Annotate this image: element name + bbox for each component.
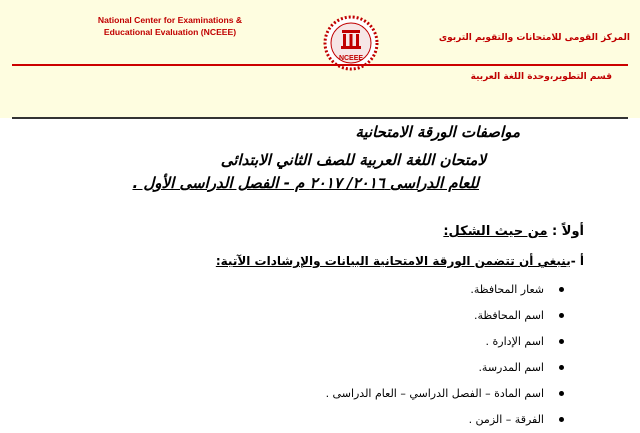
org-name-english xyxy=(70,14,270,38)
section-number: أولاً : xyxy=(552,224,584,239)
bullet-icon xyxy=(559,417,564,422)
org-name-arabic: المركز القومى للامتحانات والتقويم التربوى xyxy=(438,33,630,43)
list-item: شعار المحافظة. xyxy=(326,277,564,303)
list-item: اسم المحافظة. xyxy=(326,303,564,329)
logo-text: NCEEE xyxy=(338,55,364,62)
subsection-letter: أ - xyxy=(570,254,584,268)
header-divider xyxy=(12,64,628,66)
requirements-list xyxy=(326,277,564,433)
document-subtitle: لامتحان اللغة العربية للصف الثاني الابتدائى xyxy=(220,151,486,169)
subsection-heading xyxy=(216,254,584,268)
org-name-english-line2: Educational Evaluation (NCEEE) xyxy=(103,27,237,37)
bullet-icon xyxy=(559,287,564,292)
department-name: قسم التطوير،وحدة اللغة العربية xyxy=(470,72,612,82)
academic-year-line: للعام الدراسى ٢٠١٦/ ٢٠١٧ م - الفصل الدراسى الأول . xyxy=(132,174,479,192)
list-item: الفرقة – الزمن . xyxy=(326,407,564,433)
bullet-icon xyxy=(559,339,564,344)
list-item: اسم المادة – الفصل الدراسي – العام الدراسى . xyxy=(326,381,564,407)
bullet-icon xyxy=(559,365,564,370)
subsection-text: ينبغي أن تتضمن الورقة الامتحانية البيانات والإرشادات الآتية: xyxy=(215,254,571,268)
org-name-english-line1: National Center for Examinations & xyxy=(97,15,243,25)
bullet-icon xyxy=(559,313,564,318)
document-header xyxy=(0,0,640,118)
nceee-logo xyxy=(323,15,379,71)
section-title: من حيث الشكل: xyxy=(443,224,548,239)
header-bottom-border xyxy=(12,117,628,119)
document-title: مواصفات الورقة الامتحانية xyxy=(355,123,520,141)
list-item: اسم المدرسة. xyxy=(326,355,564,381)
section-heading xyxy=(443,224,584,239)
list-item: اسم الإدارة . xyxy=(326,329,564,355)
bullet-icon xyxy=(559,391,564,396)
